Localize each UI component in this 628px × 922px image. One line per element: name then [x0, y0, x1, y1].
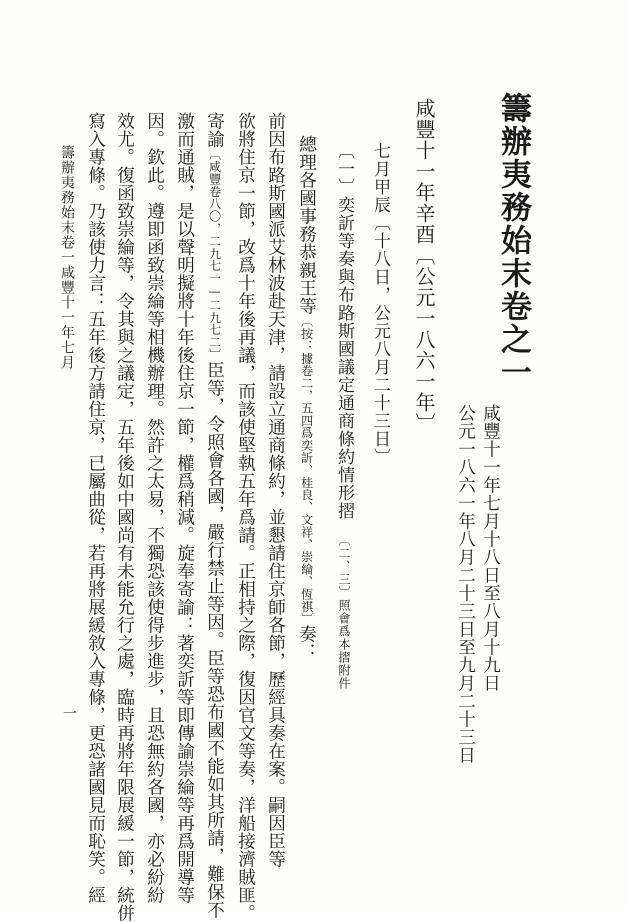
body-annotation: 〔咸豐卷八〇，二九七一—二九七二〕 [207, 148, 222, 361]
body-column-3: 欲將住京一節，改爲十年後再議，而該使堅執五年爲請。正相持之際，復因官文等奏，洋船接濟賊匪。 [235, 112, 256, 922]
body-text: 寄諭 [204, 112, 225, 148]
document-title [335, 142, 352, 690]
document-note: 〔二、三〕照會爲本摺附件 [337, 534, 351, 690]
body-column-1 [297, 135, 315, 661]
date-subheading: 七月甲辰〔十八日，公元八月二十三日〕 [370, 142, 390, 466]
body-column-4 [205, 112, 223, 919]
date-range-line-1: 咸豐十一年七月十八日至八月十九日 [480, 404, 501, 692]
body-column-5: 激而通賊，是以聲明擬將十年後住京一節，權爲稍減。旋奉寄諭：著奕訢等即傳諭崇綸等再爲開導等 [174, 112, 195, 904]
body-text: 總理各國事務恭親王等 [296, 135, 317, 315]
margin-book-title: 籌辦夷務始末卷一 [59, 145, 75, 265]
body-column-7: 效尤。復函致崇綸等，令其與之議定，五年後如中國尚有未能允行之處，臨時再將年限展緩一節，統併 [114, 112, 135, 922]
margin-period: 咸豐十一年七月 [59, 265, 75, 370]
body-text-tail: 臣等，令照會各國，嚴行禁止等因。臣等恐布國不能如其所請，難保不 [204, 360, 225, 919]
body-column-2: 前因布路斯國派艾林波赴天津，請設立通商條約，並懇請住京師各節，歷經具奏在案。嗣因臣等 [265, 112, 286, 868]
body-column-8: 寫入專條。乃該使力言：五年後方請住京，已屬曲從，若再將展緩敘入專條，更恐諸國見而恥笑。經 [85, 112, 106, 904]
reign-year-heading: 咸豐十一年辛酉〔公元一八六一年〕 [412, 98, 436, 434]
body-column-6: 因。欽此。遵即函致崇綸等相機辦理。然許之太易，不獨恐該使得步進步，且恐無約各國，亦必紛紛 [144, 112, 165, 904]
page-number: 一 [61, 706, 77, 720]
body-annotation: 〔按：據卷二，五四爲奕訢、桂良、文祥、崇綸、恆祺〕 [299, 315, 314, 625]
document-title-text: 〔一〕奕訢等奏與布路斯國議定通商條約情形摺 [334, 142, 354, 520]
body-text-tail: 奏： [296, 625, 317, 661]
volume-title: 籌辦夷務始末卷之一 [495, 92, 531, 389]
date-range-line-2: 公元一八六一年八月二十三日至九月二十三日 [455, 404, 476, 764]
